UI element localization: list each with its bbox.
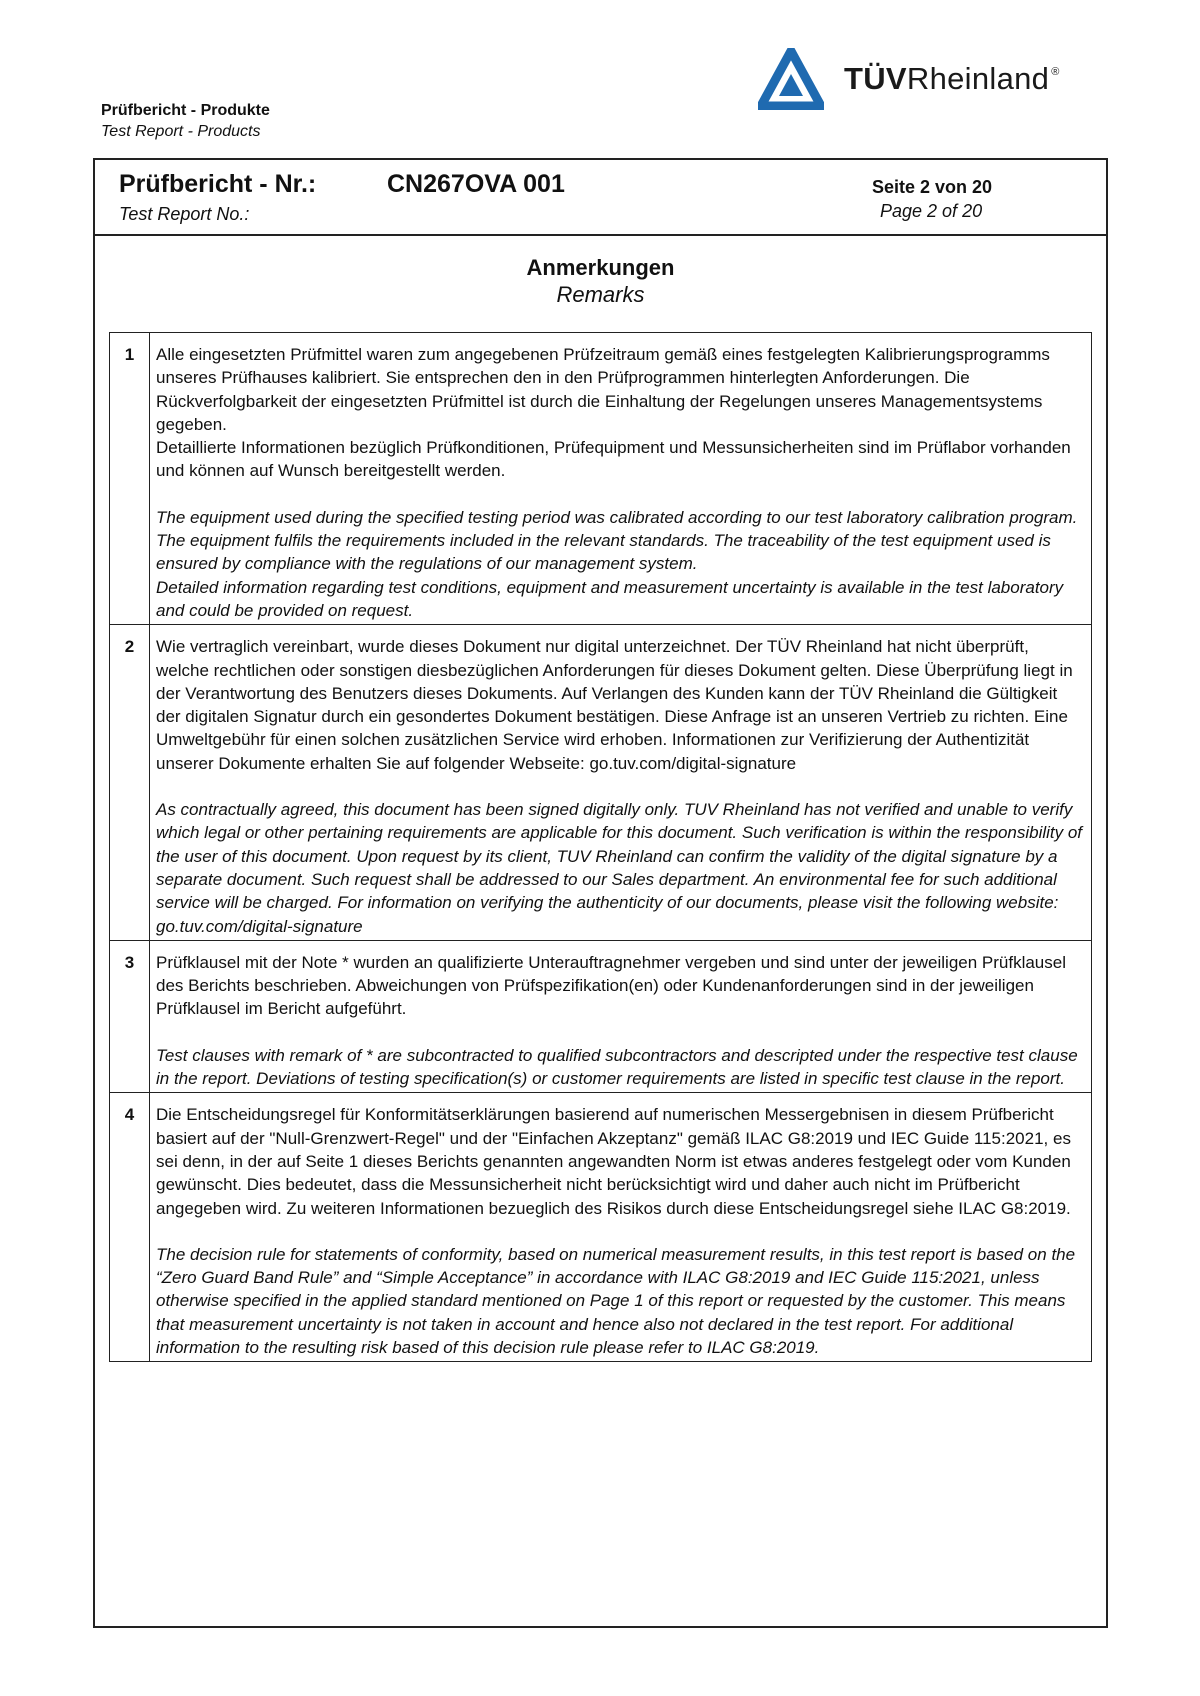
remark-text-en: The equipment used during the specified testing period was calibrated according to our test laboratory calibration program. The equipment fulfils the requirements included in the relevant standards. The traceability of the test equipment used is ensured by compliance with the regulations of our management system. Detailed information regarding test conditions, equipment and measurement uncertainty is available in the test laboratory and could be provided on request. xyxy=(156,507,1078,620)
remark-text-en: As contractually agreed, this document has been signed digitally only. TUV Rheinland has not verified and unable to verify which legal or other pertaining requirements are applicable for this document. Such verification is within the responsibility of the user of this document. Upon request by its client, TUV Rheinland can confirm the validity of the digital signature by a separate document. Such request shall be addressed to our Sales department. An environmental fee for such additional service will be charged. For information on verifying the authenticity of our documents, please visit the following website: go.tuv.com/digital-signature xyxy=(156,800,1083,936)
remark-text xyxy=(150,1093,1092,1362)
remark-number: 1 xyxy=(110,333,150,625)
remark-text xyxy=(150,625,1092,941)
report-number: CN267OVA 001 xyxy=(387,170,565,198)
page-indicator-en: Page 2 of 20 xyxy=(880,201,983,221)
report-title-bar xyxy=(95,160,1106,236)
remark-row xyxy=(110,333,1092,625)
report-number-label-en: Test Report No.: xyxy=(119,204,250,224)
remark-text xyxy=(150,940,1092,1092)
tuv-rheinland-logo xyxy=(758,46,1060,112)
logo-brand-regular: Rheinland xyxy=(906,61,1050,96)
remark-text xyxy=(150,333,1092,625)
remark-number: 4 xyxy=(110,1093,150,1362)
remark-row xyxy=(110,1093,1092,1362)
remarks-table xyxy=(109,332,1092,1362)
remark-number: 2 xyxy=(110,625,150,941)
remark-text-de: Wie vertraglich vereinbart, wurde dieses Dokument nur digital unterzeichnet. Der TÜV Rheinland hat nicht überprüft, welche rechtlichen oder sonstigen diesbezüglichen Anforderungen für dieses Dokument gelten. Diese Überprüfung liegt in der Verantwortung des Benutzers dieses Dokuments. Auf Verlangen des Kunden kann der TÜV Rheinland die Gültigkeit der digitalen Signatur durch ein gesondertes Dokument bestätigen. Diese Anfrage ist an unseren Vertrieb zu richten. Eine Umweltgebühr für einen solchen zusätzlichen Service wird erhoben. Informationen zur Verifizierung der Authentizität unserer Dokumente erhalten Sie auf folgender Webseite: go.tuv.com/digital-signature xyxy=(156,637,1073,773)
registered-mark: ® xyxy=(1051,66,1060,78)
remark-text-de: Prüfklausel mit der Note * wurden an qualifizierte Unterauftragnehmer vergeben und sind unter der jeweiligen Prüfklausel des Berichts beschrieben. Abweichungen von Prüfspezifikation(en) oder Kundenanforderungen sind in der jeweiligen Prüfklausel im Bericht aufgeführt. xyxy=(156,952,1066,1019)
document-type-de: Prüfbericht - Produkte xyxy=(101,102,270,119)
remark-row xyxy=(110,940,1092,1092)
section-title-de: Anmerkungen xyxy=(526,255,675,280)
remark-text-de: Alle eingesetzten Prüfmittel waren zum angegebenen Prüfzeitraum gemäß eines festgelegten Kalibrierungsprogramms unseres Prüfhauses kalibriert. Sie entsprechen den in den Prüfprogrammen hinterlegten Anforderungen. Die Rückverfolgbarkeit der eingesetzten Prüfmittel ist durch die Einhaltung der Regelungen unseres Managementsystems gegeben. Detaillierte Informationen bezüglich Prüfkonditionen, Prüfequipment und Messunsicherheiten sind im Prüflabor vorhanden und können auf Wunsch bereitgestellt werden. xyxy=(156,345,1071,481)
remark-text-en: Test clauses with remark of * are subcontracted to qualified subcontractors and descripted under the respective test clause in the report. Deviations of testing specification(s) or customer requirements are listed in specific test clause in the report. xyxy=(156,1045,1078,1089)
logo-wordmark xyxy=(844,61,1060,97)
logo-brand-bold: TÜV xyxy=(844,61,907,96)
remark-text-de: Die Entscheidungsregel für Konformitätserklärungen basierend auf numerischen Messergebnisen in diesem Prüfbericht basiert auf der "Null-Grenzwert-Regel" und der "Einfachen Akzeptanz" gemäß ILAC G8:2019 und IEC Guide 115:2021, es sei denn, in der auf Seite 1 dieses Berichts genannten angewandten Norm ist etwas anderes festgelegt oder vom Kunden gewünscht. Dies bedeutet, dass die Messunsicherheit nicht berücksichtigt wird und daher auch nicht im Prüfbericht angegeben wird. Zu weiteren Informationen bezueglich des Risikos durch diese Entscheidungsregel siehe ILAC G8:2019. xyxy=(156,1105,1071,1218)
report-frame xyxy=(93,158,1108,1628)
section-title xyxy=(95,254,1106,308)
document-type xyxy=(101,100,270,142)
section-title-en: Remarks xyxy=(556,282,645,307)
remark-text-en: The decision rule for statements of conformity, based on numerical measurement results, in this test report is based on the “Zero Guard Band Rule” and “Simple Acceptance” in accordance with ILAC G8:2019 and IEC Guide 115:2021, unless otherwise specified in the applied standard mentioned on Page 1 of this report or requested by the customer. This means that measurement uncertainty is not taken in account and hence also not declared in the test report. For additional information to the resulting risk based of this decision rule please refer to ILAC G8:2019. xyxy=(156,1244,1076,1357)
remark-row xyxy=(110,625,1092,941)
remark-number: 3 xyxy=(110,940,150,1092)
report-number-label-de: Prüfbericht - Nr.: xyxy=(119,170,317,198)
document-type-en: Test Report - Products xyxy=(101,123,261,140)
page-indicator-de: Seite 2 von 20 xyxy=(872,177,993,197)
tuv-triangle-logo-icon xyxy=(758,48,824,110)
